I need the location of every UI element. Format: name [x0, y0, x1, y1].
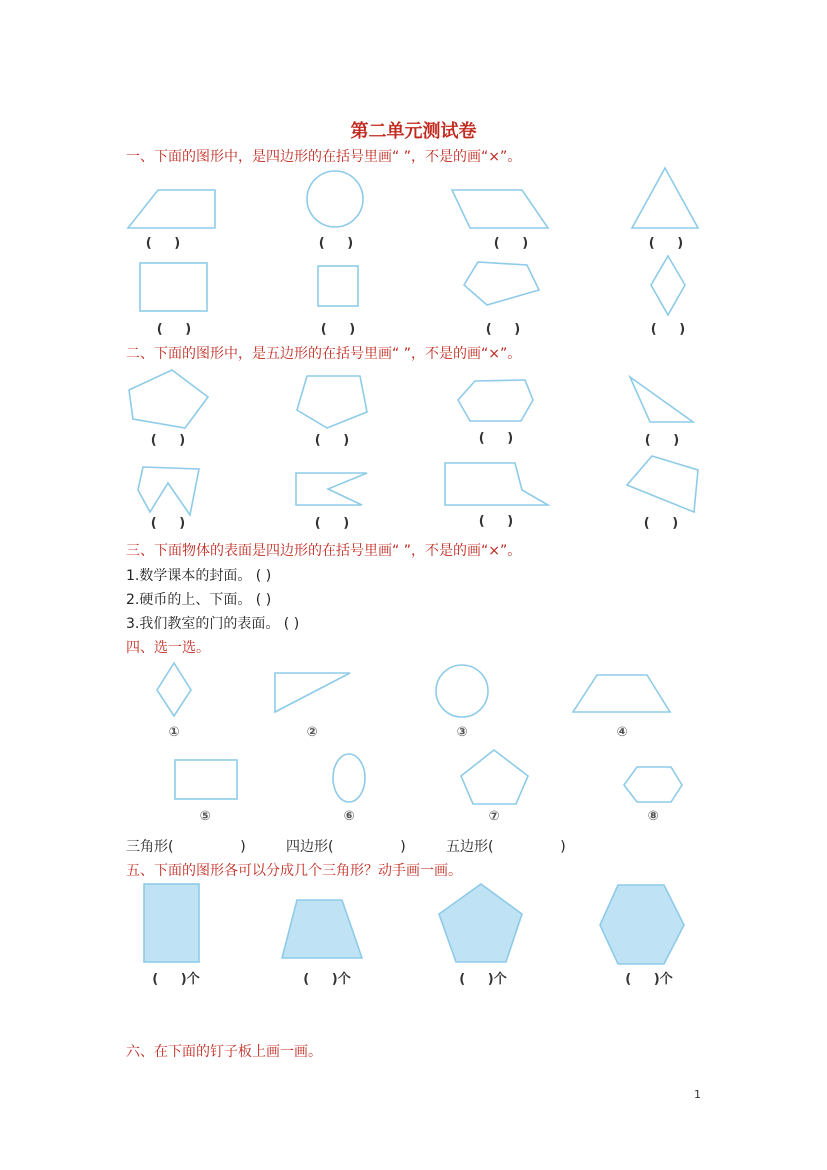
q4-number: ①: [168, 725, 180, 740]
q4-number: ⑦: [488, 809, 500, 824]
q4-number: ⑤: [199, 809, 211, 824]
s2-answer-blank[interactable]: ( ): [314, 433, 350, 448]
s1-answer-blank[interactable]: ( ): [156, 322, 192, 337]
section-2-heading: 二、下面的图形中，是五边形的在括号里画“ ”，不是的画“×”。: [126, 346, 522, 362]
q5-trapezoid: [282, 900, 362, 958]
s1-answer-blank[interactable]: ( ): [485, 322, 521, 337]
s2-answer-blank[interactable]: ( ): [150, 433, 186, 448]
s1-answer-blank[interactable]: ( ): [650, 322, 686, 337]
q4-number: ④: [616, 725, 628, 740]
page-number: 1: [694, 1088, 701, 1101]
q4-circle: [436, 665, 488, 717]
s1-answer-blank[interactable]: ( ): [318, 236, 354, 251]
s2-notched-shape: [296, 473, 367, 505]
q4-pentagon: [461, 750, 528, 804]
s2-answer-blank[interactable]: ( ): [643, 516, 679, 531]
page-title: 第二单元测试卷: [350, 121, 477, 142]
q5-answer-blank[interactable]: ( )个: [303, 972, 351, 987]
q5-answer-blank[interactable]: ( )个: [625, 972, 673, 987]
s2-triangle: [630, 377, 693, 422]
section-1-heading: 一、下面的图形中，是四边形的在括号里画“ ”，不是的画“×”。: [126, 149, 522, 165]
q4-hexagon: [624, 767, 682, 802]
s2-answer-blank[interactable]: ( ): [644, 433, 680, 448]
s1-trapezoid: [128, 190, 215, 228]
s1-answer-blank[interactable]: ( ): [145, 236, 181, 251]
q5-pentagon: [439, 884, 522, 962]
s1-answer-blank[interactable]: ( ): [648, 236, 684, 251]
q4-quad-answer[interactable]: 四边形( ): [286, 839, 406, 855]
s2-answer-blank[interactable]: ( ): [314, 516, 350, 531]
s1-triangle: [632, 168, 698, 228]
section-3-heading: 三、下面物体的表面是四边形的在括号里画“ ”，不是的画“×”。: [126, 543, 522, 559]
s1-rhombus: [651, 256, 685, 315]
q4-ellipse: [333, 754, 365, 802]
q4-triangle: [275, 673, 350, 712]
q5-hexagon: [600, 885, 684, 964]
s1-pentagon: [464, 262, 539, 305]
s2-hexagon: [458, 380, 533, 421]
q5-answer-blank[interactable]: ( )个: [152, 972, 200, 987]
section-4-heading: 四、选一选。: [126, 640, 210, 656]
s1-parallelogram: [452, 190, 548, 228]
q4-number: ⑧: [647, 809, 659, 824]
q4-rectangle: [175, 760, 237, 799]
q4-triangle-answer[interactable]: 三角形( ): [126, 839, 246, 855]
q5-answer-blank[interactable]: ( )个: [459, 972, 507, 987]
q3-item-3: 3.我们教室的门的表面。 ( ): [126, 616, 300, 632]
q4-number: ②: [306, 725, 318, 740]
s2-quadrilateral: [627, 456, 698, 512]
q3-item-1: 1.数学课本的封面。 ( ): [126, 568, 272, 584]
s2-arrow-shape: [138, 467, 199, 515]
q4-trapezoid: [573, 675, 670, 712]
s2-irregular-pentagon: [445, 463, 548, 505]
s1-square: [318, 266, 358, 306]
s1-answer-blank[interactable]: ( ): [493, 236, 529, 251]
s2-answer-blank[interactable]: ( ): [150, 516, 186, 531]
s2-pentagon-1: [129, 370, 208, 428]
s2-answer-blank[interactable]: ( ): [478, 431, 514, 446]
s1-circle: [307, 171, 363, 227]
section-5-heading: 五、下面的图形各可以分成几个三角形？动手画一画。: [126, 863, 462, 879]
q5-rectangle: [144, 884, 199, 962]
section-6-heading: 六、在下面的钉子板上画一画。: [126, 1044, 322, 1060]
s2-answer-blank[interactable]: ( ): [478, 514, 514, 529]
s1-answer-blank[interactable]: ( ): [320, 322, 356, 337]
q4-pentagon-answer[interactable]: 五边形( ): [446, 839, 566, 855]
q4-number: ⑥: [343, 809, 355, 824]
q4-rhombus: [157, 663, 191, 716]
q4-number: ③: [456, 725, 468, 740]
s1-rectangle: [140, 263, 207, 311]
q3-item-2: 2.硬币的上、下面。 ( ): [126, 592, 272, 608]
s2-pentagon-2: [297, 376, 367, 428]
